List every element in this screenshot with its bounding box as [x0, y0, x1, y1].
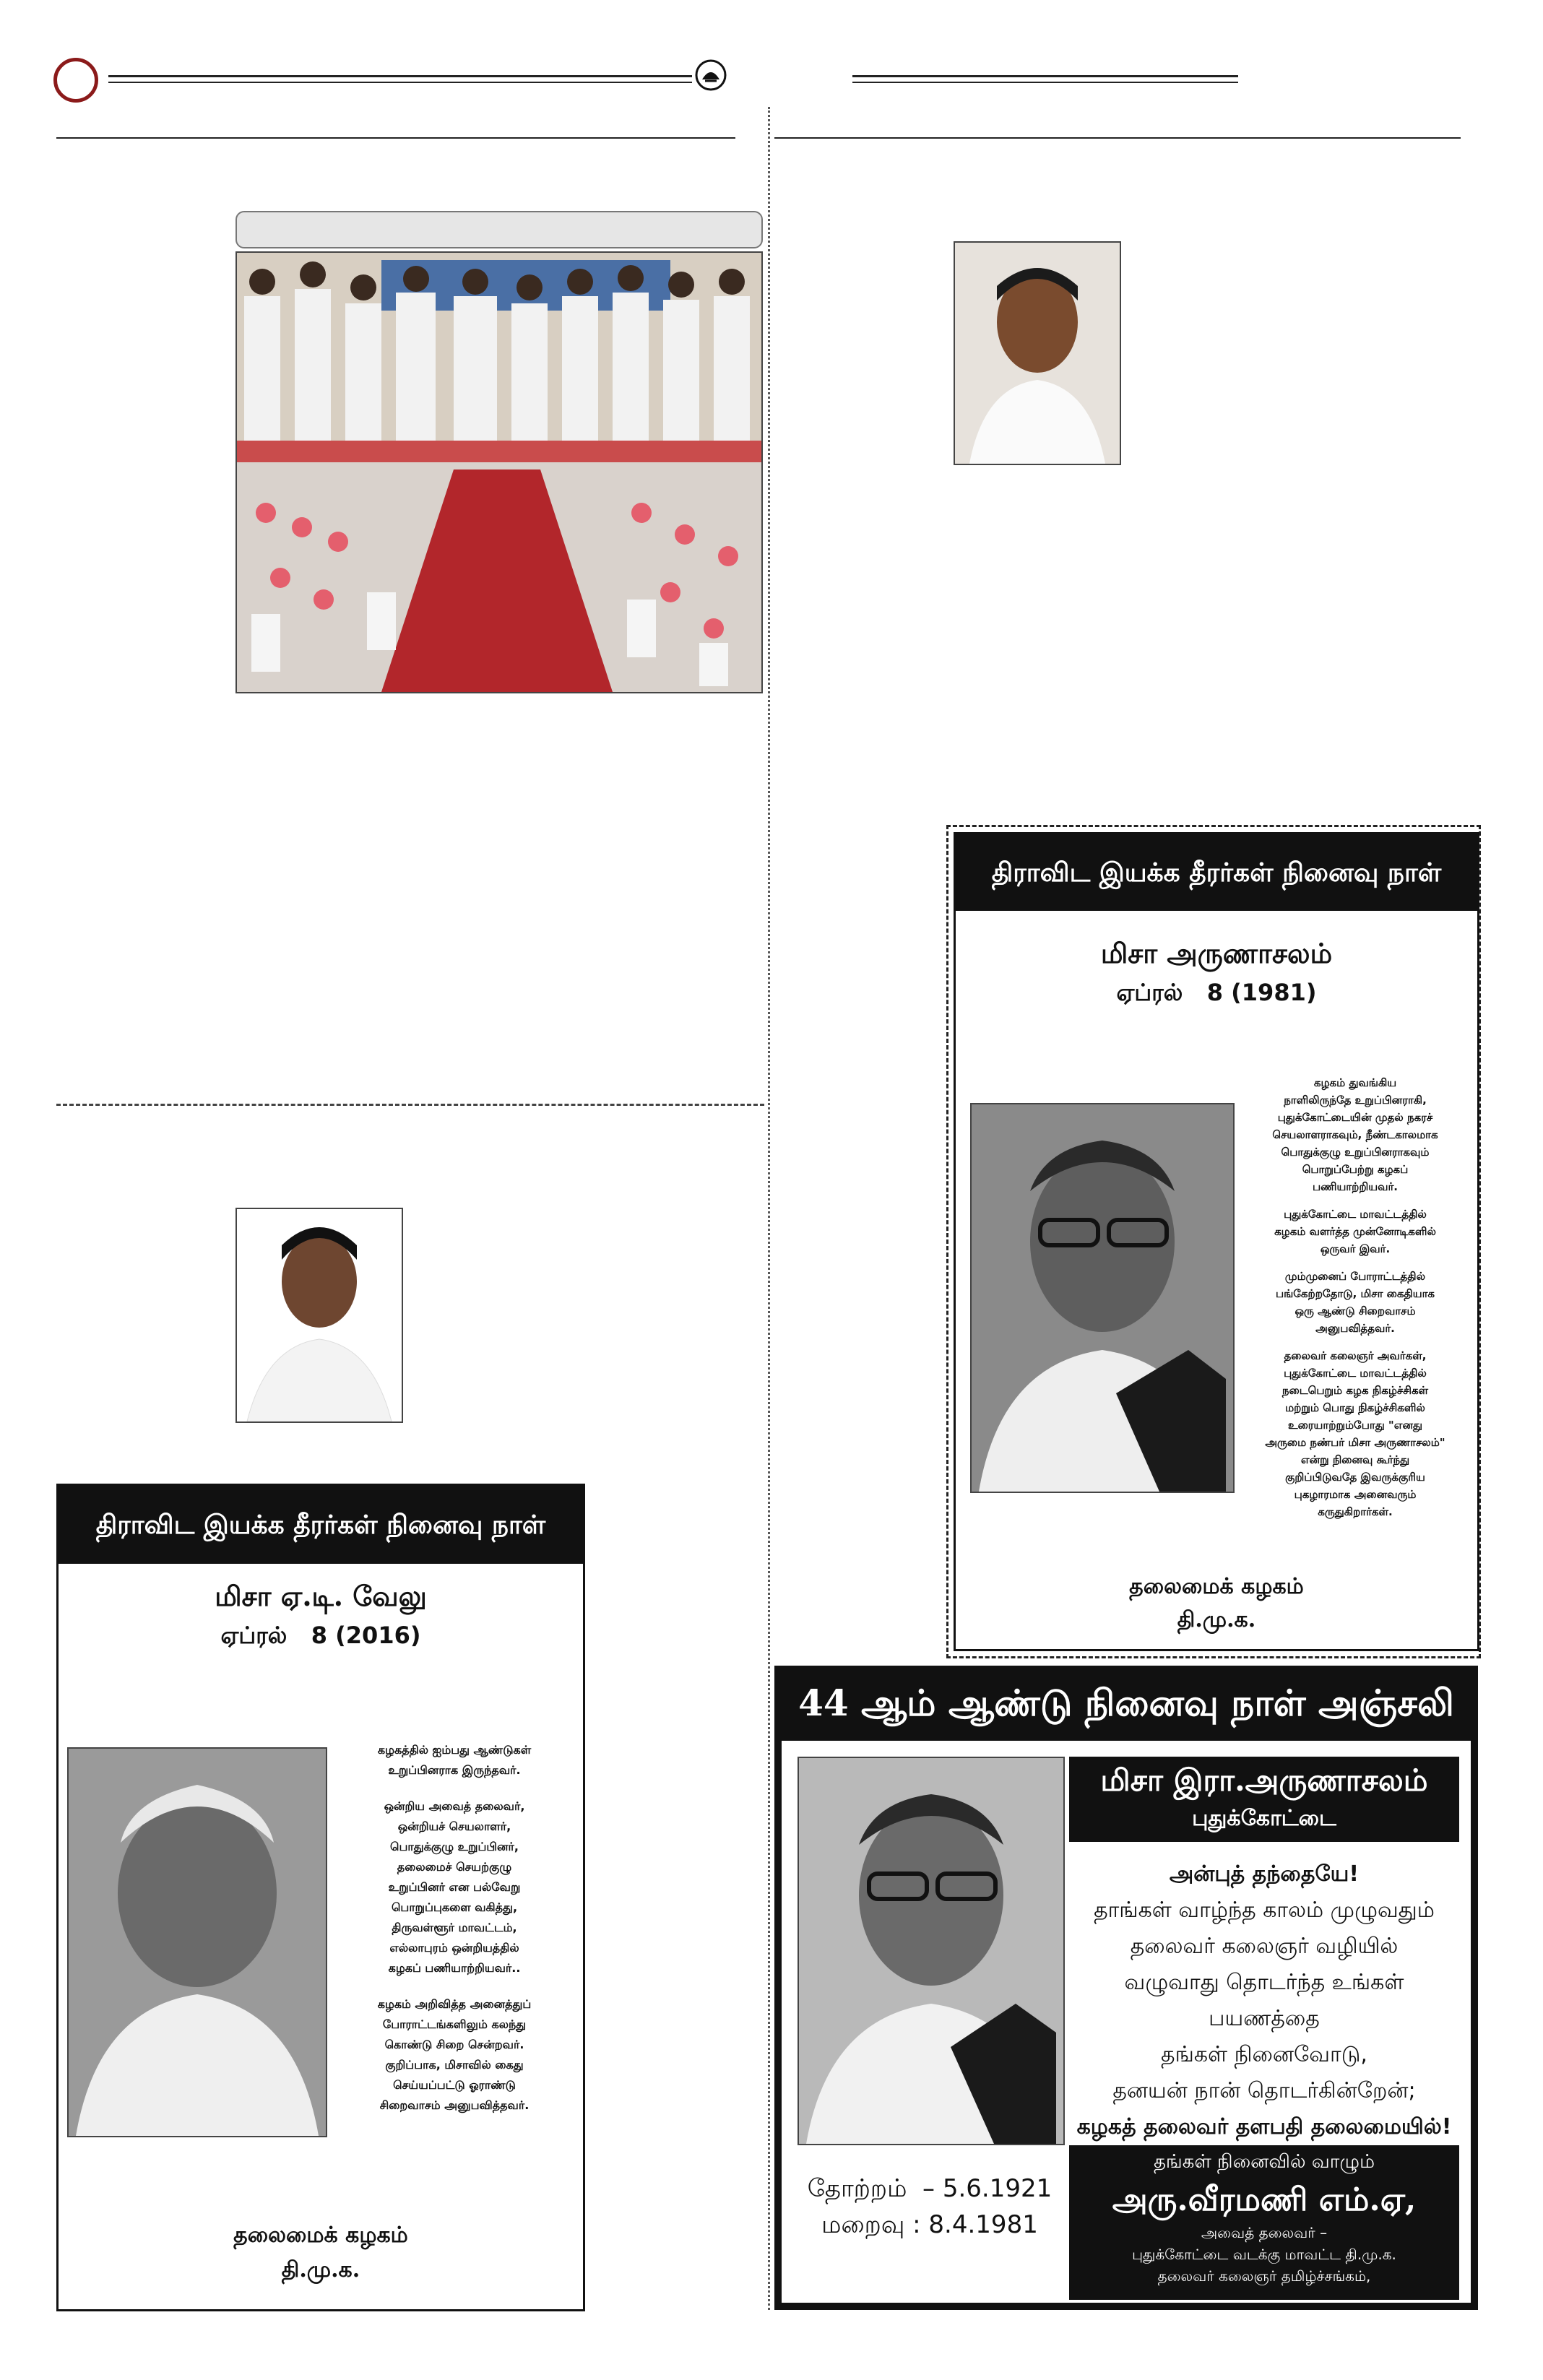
memorial-footer2-right: தி.மு.க.	[1177, 1607, 1256, 1632]
memorial-banner-right: திராவிட இயக்க தீரர்கள் நினைவு நாள்	[956, 834, 1477, 911]
bio-right-p4-l6: அருமை நண்பர் மிசா அருணாசலம்"	[1265, 1436, 1445, 1449]
anjali-role-1: அவைத் தலைவர் –	[1201, 2224, 1328, 2241]
anjali-line-6: தனயன் நான் தொடர்கின்றேன்;	[1112, 2078, 1416, 2103]
header-rule-right	[852, 75, 1238, 77]
bio-left-p2-l1: ஒன்றிய அவைத் தலைவர்,	[384, 1799, 525, 1813]
bio-right-p3-l3: ஒரு ஆண்டு சிறைவாசம்	[1295, 1304, 1416, 1317]
anjali-line-7: கழகத் தலைவர் தளபதி தலைமையில்!	[1076, 2114, 1452, 2139]
portrait-top-right	[954, 241, 1121, 465]
bio-right-p1-l4: செயலாளராகவும், நீண்டகாலமாக	[1272, 1128, 1438, 1141]
anjali-signoff: தங்கள் நினைவில் வாழும்	[1153, 2151, 1375, 2173]
anjali-died: மறைவு : 8.4.1981	[821, 2210, 1038, 2239]
bio-right-p3-l4: அனுபவித்தவர்.	[1315, 1322, 1395, 1335]
anjali-photo	[798, 1757, 1065, 2145]
anjali-line-5: தங்கள் நினைவோடு,	[1161, 2042, 1367, 2067]
bio-right-p1-l1: கழகம் துவங்கிய	[1313, 1076, 1397, 1089]
bio-left-p3-l5: செய்யப்பட்டு ஓராண்டு	[393, 2078, 516, 2092]
bio-left-p3-l3: கொண்டு சிறை சென்றவர்.	[384, 2038, 524, 2051]
section-divider-left	[56, 1104, 764, 1106]
bio-left-p2-l8: எல்லாபுரம் ஒன்றியத்தில்	[389, 1941, 519, 1955]
bio-right-p4-l5: உரையாற்றும்போது "எனது	[1287, 1419, 1423, 1432]
bio-right-p4-l9: புகழாரமாக அனைவரும்	[1294, 1488, 1417, 1501]
memorial-banner-left: திராவிட இயக்க தீரர்கள் நினைவு நாள்	[59, 1486, 583, 1564]
bio-left-p2-l7: திருவள்ளூர் மாவட்டம்,	[392, 1921, 517, 1934]
anjali-place: புதுக்கோட்டை	[1192, 1806, 1336, 1831]
bio-left-p2-l4: தலைமைச் செயற்குழு	[397, 1860, 512, 1874]
bio-left-p2-l5: உறுப்பினர் என பல்வேறு	[388, 1880, 521, 1894]
column-divider	[768, 107, 770, 2310]
anjali-poem	[1069, 1856, 1459, 2145]
anjali-line-1: அன்புத் தந்தையே!	[1169, 1861, 1360, 1887]
bio-right-p4-l4: மற்றும் பொது நிகழ்ச்சிகளில்	[1285, 1401, 1425, 1414]
bio-left-p3-l1: கழகம் அறிவித்த அனைத்துப்	[377, 1997, 532, 2011]
bio-right-p1-l5: பொதுக்குழு உறுப்பினராகவும்	[1281, 1146, 1430, 1159]
photo-caption-bar	[235, 211, 763, 248]
bio-right-p4-l2: புதுக்கோட்டை மாவட்டத்தில்	[1284, 1367, 1427, 1380]
memorial-photo-left	[67, 1747, 327, 2137]
bio-left-p2-l3: பொதுக்குழு உறுப்பினர்,	[390, 1840, 519, 1853]
header-rule-left	[108, 75, 692, 77]
anjali-born: தோற்றம் – 5.6.1921	[807, 2174, 1053, 2203]
bio-left-p3-l6: சிறைவாசம் அனுபவித்தவர்.	[379, 2098, 530, 2112]
memorial-date-left: ஏப்ரல் 8 (2016)	[220, 1622, 421, 1649]
anjali-signer: அரு.வீரமணி எம்.ஏ,	[1112, 2181, 1417, 2218]
header-rule-right-2	[852, 82, 1238, 83]
event-group-photo	[235, 251, 763, 693]
memorial-box-left	[56, 1484, 585, 2311]
memorial-box-right	[954, 832, 1479, 1651]
bio-left-p1-l2: உறுப்பினராக இருந்தவர்.	[388, 1763, 521, 1777]
portrait-left-middle	[235, 1208, 403, 1423]
bio-left-p1-l1: கழகத்தில் ஐம்பது ஆண்டுகள்	[377, 1743, 532, 1757]
bio-right-p4-l8: குறிப்பிடுவதே இவருக்குரிய	[1285, 1471, 1425, 1484]
memorial-name-left: மிசா ஏ.டி. வேலு	[215, 1580, 427, 1612]
anjali-inner	[782, 1741, 1471, 2303]
memorial-bio-right	[1239, 1074, 1471, 1520]
header-rule-left-2	[108, 82, 692, 83]
bio-left-p2-l9: கழகப் பணியாற்றியவர்..	[388, 1961, 521, 1975]
anjali-role-2: புதுக்கோட்டை வடக்கு மாவட்ட தி.மு.க.	[1132, 2246, 1396, 2263]
anjali-box	[774, 1666, 1478, 2310]
bio-right-p2-l2: கழகம் வளர்த்த முன்னோடிகளில்	[1274, 1225, 1436, 1238]
bio-right-p1-l7: பணியாற்றியவர்.	[1312, 1180, 1399, 1193]
bio-right-p4-l7: என்று நினைவு கூர்ந்து	[1300, 1453, 1410, 1466]
anjali-name: மிசா இரா.அருணாசலம்	[1100, 1762, 1428, 1798]
memorial-date-right: ஏப்ரல் 8 (1981)	[1116, 979, 1317, 1006]
memorial-footer1-left: தலைமைக் கழகம்	[233, 2223, 408, 2248]
bio-right-p1-l6: பொறுப்பேற்று கழகப்	[1302, 1163, 1409, 1176]
bio-right-p3-l2: பங்கேற்றதோடு, மிசா கைதியாக	[1275, 1287, 1435, 1300]
memorial-bio-left	[332, 1740, 577, 2116]
bio-right-p1-l2: நாளிலிருந்தே உறுப்பினராகி,	[1284, 1094, 1427, 1107]
bio-right-p4-l10: கருதுகிறார்கள்.	[1318, 1505, 1393, 1518]
memorial-footer2-left: தி.மு.க.	[281, 2257, 360, 2282]
page-circle-icon	[53, 58, 98, 103]
memorial-name-right: மிசா அருணாசலம்	[1100, 937, 1333, 969]
anjali-role-3: தலைவர் கலைஞர் தமிழ்ச்சங்கம்,	[1157, 2267, 1371, 2285]
bio-left-p2-l2: ஒன்றியச் செயலாளர்,	[397, 1819, 511, 1833]
bio-right-p1-l3: புதுக்கோட்டையின் முதல் நகரச்	[1277, 1111, 1433, 1124]
bio-right-p3-l1: மும்முனைப் போராட்டத்தில்	[1284, 1270, 1426, 1283]
memorial-footer1-right: தலைமைக் கழகம்	[1129, 1574, 1304, 1599]
anjali-name-block	[1069, 1757, 1459, 1842]
anjali-signoff-block	[1069, 2145, 1459, 2300]
anjali-line-2: தாங்கள் வாழ்ந்த காலம் முழுவதும்	[1094, 1897, 1435, 1923]
rising-sun-logo	[695, 59, 727, 91]
bio-right-p4-l3: நடைபெறும் கழக நிகழ்ச்சிகள்	[1281, 1384, 1429, 1397]
anjali-line-3: தலைவர் கலைஞர் வழியில்	[1130, 1934, 1399, 1959]
section-rule-left	[56, 137, 735, 139]
bio-left-p2-l6: பொறுப்புகளை வகித்து,	[391, 1900, 518, 1914]
section-rule-right	[774, 137, 1461, 139]
anjali-banner: 44 ஆம் ஆண்டு நினைவு நாள் அஞ்சலி	[774, 1666, 1478, 1741]
bio-right-p4-l1: தலைவர் கலைஞர் அவர்கள்,	[1284, 1349, 1427, 1362]
anjali-line-4: வழுவாது தொடர்ந்த உங்கள் பயணத்தை	[1124, 1970, 1404, 2031]
bio-left-p3-l4: குறிப்பாக, மிசாவில் கைது	[385, 2058, 524, 2072]
bio-right-p2-l1: புதுக்கோட்டை மாவட்டத்தில்	[1284, 1208, 1427, 1221]
bio-right-p2-l3: ஒருவர் இவர்.	[1320, 1242, 1391, 1255]
memorial-photo-right	[970, 1103, 1235, 1493]
bio-left-p3-l2: போராட்டங்களிலும் கலந்து	[382, 2017, 527, 2031]
